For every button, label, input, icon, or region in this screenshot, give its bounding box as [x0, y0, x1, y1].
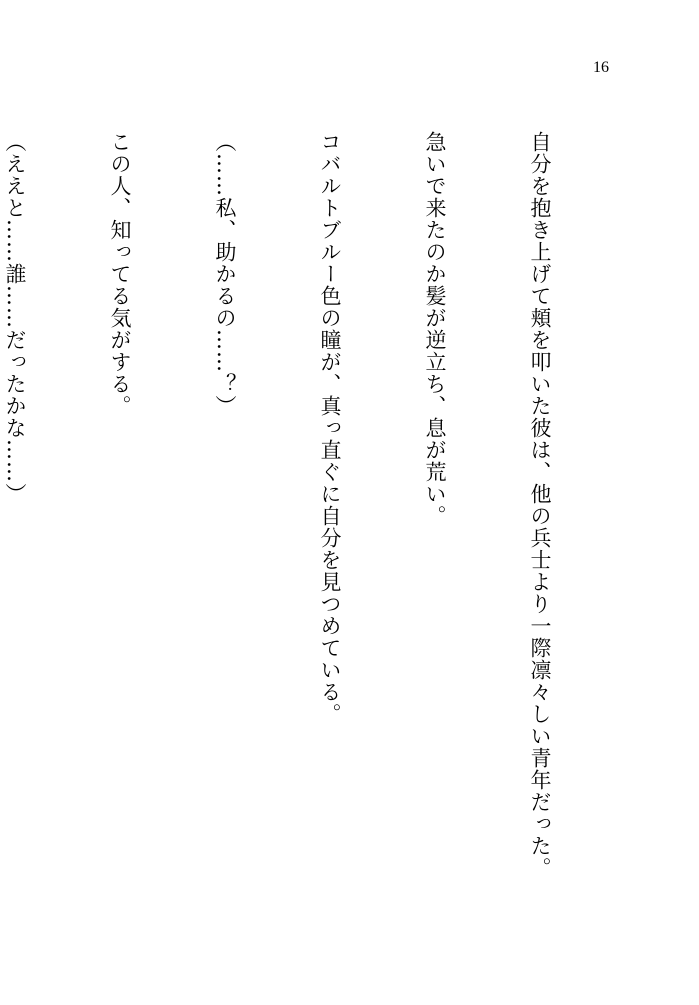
page-number: 16 — [593, 59, 609, 76]
text-line: コバルトブルー色の瞳が、真っ直ぐに自分を見つめている。 — [318, 131, 342, 725]
vertical-text-body — [0, 131, 627, 951]
text-line: この人、知ってる気がする。 — [108, 131, 132, 417]
text-line: 急いで来たのか髪が逆立ち、息が荒い。 — [423, 131, 447, 527]
text-line: 自分を抱き上げて頬を叩いた彼は、他の兵士より一際凛々しい青年だった。 — [528, 131, 552, 879]
text-line: （ええと……誰……だったかな……） — [3, 131, 27, 505]
text-line: （……私、助かるの……？） — [213, 131, 237, 417]
